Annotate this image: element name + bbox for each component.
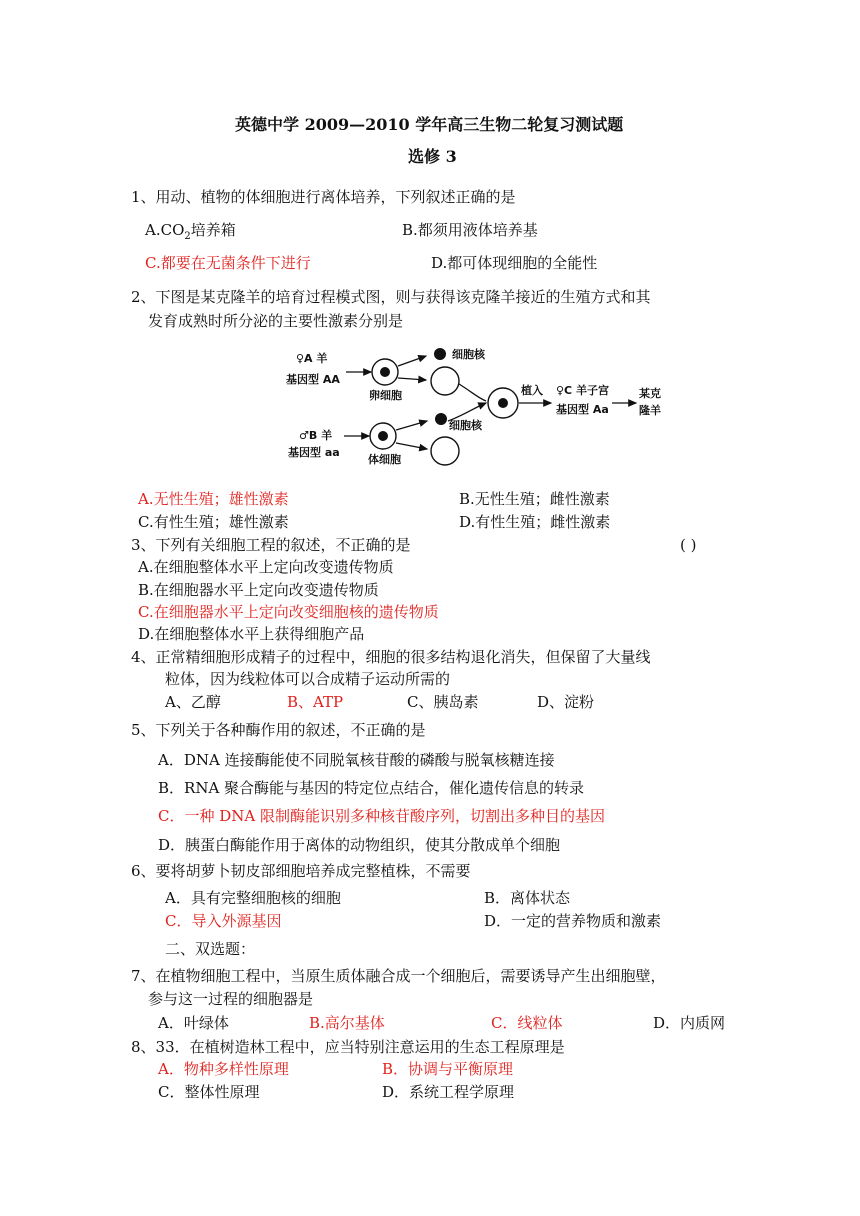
q7-option-c: C．线粒体 (491, 1014, 563, 1032)
q7-option-a: A．叶绿体 (158, 1014, 229, 1032)
q5-stem: 5、下列关于各种酶作用的叙述，不正确的是 (131, 721, 426, 739)
reconstructed-egg (488, 388, 518, 418)
q1-option-a: $A.CO_2$培养箱 (145, 221, 236, 242)
q3-answer-paren: ( ) (680, 536, 697, 554)
q8-option-a: A．物种多样性原理 (158, 1060, 289, 1078)
body-cell (370, 423, 396, 449)
diagram-label-nucleus-bottom: 细胞核 (449, 419, 482, 432)
diagram-label-genotype-c: 基因型 Aa (556, 403, 609, 416)
q3-option-d: D.在细胞整体水平上获得细胞产品 (138, 625, 365, 643)
arrow-egg-to-enucleated (398, 378, 426, 380)
q6-option-d: D．一定的营养物质和激素 (484, 912, 662, 930)
q3-option-a: A.在细胞整体水平上定向改变遗传物质 (138, 558, 394, 576)
q3-option-b: B.在细胞器水平上定向改变遗传物质 (138, 581, 379, 599)
q6-option-c: C．导入外源基因 (165, 912, 282, 930)
q8-option-c: C．整体性原理 (158, 1083, 260, 1101)
q3-stem: 3、下列有关细胞工程的叙述，不正确的是 (131, 536, 411, 554)
q4-option-d: D、淀粉 (537, 693, 595, 711)
q4-option-a: A、乙醇 (165, 693, 221, 711)
q5-option-d: D．胰蛋白酶能作用于离体的动物组织，使其分散成单个细胞 (158, 836, 561, 854)
diagram-label-nucleus-top: 细胞核 (452, 348, 485, 361)
q6-option-b: B．离体状态 (484, 889, 571, 907)
empty-body-cell (431, 437, 459, 465)
isolated-nucleus-top (434, 348, 446, 360)
page-title: 英德中学 2009—2010 学年高三生物二轮复习测试题 (235, 115, 624, 134)
diagram-label-uterus: ♀C 羊子宫 (556, 384, 609, 397)
q2-option-d: D.有性生殖；雌性激素 (459, 513, 611, 531)
reconstructed-egg-nucleus (498, 398, 508, 408)
diagram-label-genotype-upper: 基因型 AA (286, 373, 340, 386)
q5-option-b: B．RNA 聚合酶能与基因的特定位点结合，催化遗传信息的转录 (158, 779, 585, 797)
q7-option-d: D．内质网 (653, 1014, 726, 1032)
arrow-body-to-empty (396, 443, 427, 449)
diagram-label-male-b: ♂B 羊 (299, 429, 333, 442)
diagram-label-clone-line2: 隆羊 (639, 404, 661, 417)
merge-curve-top (459, 384, 486, 401)
diagram-label-clone-line1: 某克 (639, 387, 661, 400)
q4-stem-line2: 粒体，因为线粒体可以合成精子运动所需的 (165, 670, 451, 688)
diagram-label-female-a: ♀A 羊 (296, 352, 328, 365)
q5-option-a: A．DNA 连接酶能使不同脱氧核苷酸的磷酸与脱氧核糖连接 (158, 751, 555, 769)
q7-option-b: B.高尔基体 (309, 1014, 385, 1032)
body-cell-nucleus (378, 431, 388, 441)
q4-stem-line1: 4、正常精细胞形成精子的过程中，细胞的很多结构退化消失，但保留了大量线 (131, 648, 651, 666)
q1-stem: 1、用动、植物的体细胞进行离体培养，下列叙述正确的是 (131, 188, 516, 206)
q4-option-c: C、胰岛素 (407, 693, 479, 711)
q7-stem-line1: 7、在植物细胞工程中，当原生质体融合成一个细胞后，需要诱导产生出细胞壁， (131, 967, 666, 985)
isolated-nucleus-bottom (435, 413, 447, 425)
q2-stem-line2: 发育成熟时所分泌的主要性激素分别是 (148, 312, 404, 330)
q8-option-b: B．协调与平衡原理 (382, 1060, 514, 1078)
q8-option-d: D．系统工程学原理 (382, 1083, 515, 1101)
section-heading-double-choice: 二、双选题： (165, 940, 256, 958)
egg-cell (372, 359, 398, 385)
diagram-label-genotype-lower: 基因型 aa (288, 446, 340, 459)
q2-stem-line1: 2、下图是某克隆羊的培育过程模式图，则与获得该克隆羊接近的生殖方式和其 (131, 288, 651, 306)
q1-option-b: B.都须用液体培养基 (402, 221, 538, 239)
q2-option-c: C.有性生殖；雄性激素 (138, 513, 289, 531)
q3-option-c: C.在细胞器水平上定向改变细胞核的遗传物质 (138, 603, 439, 621)
arrow-egg-to-nucleus (398, 356, 426, 366)
page-subtitle: 选修 3 (408, 147, 457, 166)
q1-option-c: C.都要在无菌条件下进行 (145, 254, 311, 272)
diagram-label-body-cell: 体细胞 (368, 453, 401, 466)
q2-option-a: A.无性生殖；雄性激素 (138, 490, 289, 508)
q2-option-b: B.无性生殖；雌性激素 (459, 490, 610, 508)
q8-stem: 8、33．在植树造林工程中，应当特别注意运用的生态工程原理是 (131, 1038, 565, 1056)
enucleated-egg (431, 367, 459, 395)
q5-option-c: C．一种 DNA 限制酶能识别多种核苷酸序列，切割出多种目的基因 (158, 807, 605, 825)
arrow-body-to-nucleus (396, 421, 427, 430)
diagram-label-implant: 植入 (521, 384, 543, 397)
diagram-label-egg-cell: 卵细胞 (369, 389, 402, 402)
merge-curve-bottom (448, 403, 486, 421)
q7-stem-line2: 参与这一过程的细胞器是 (148, 990, 314, 1008)
q4-option-b: B、ATP (287, 693, 344, 711)
q1-option-d: D.都可体现细胞的全能性 (431, 254, 598, 272)
q6-stem: 6、要将胡萝卜韧皮部细胞培养成完整植株，不需要 (131, 862, 471, 880)
q6-option-a: A．具有完整细胞核的细胞 (165, 889, 341, 907)
egg-cell-nucleus (380, 367, 390, 377)
